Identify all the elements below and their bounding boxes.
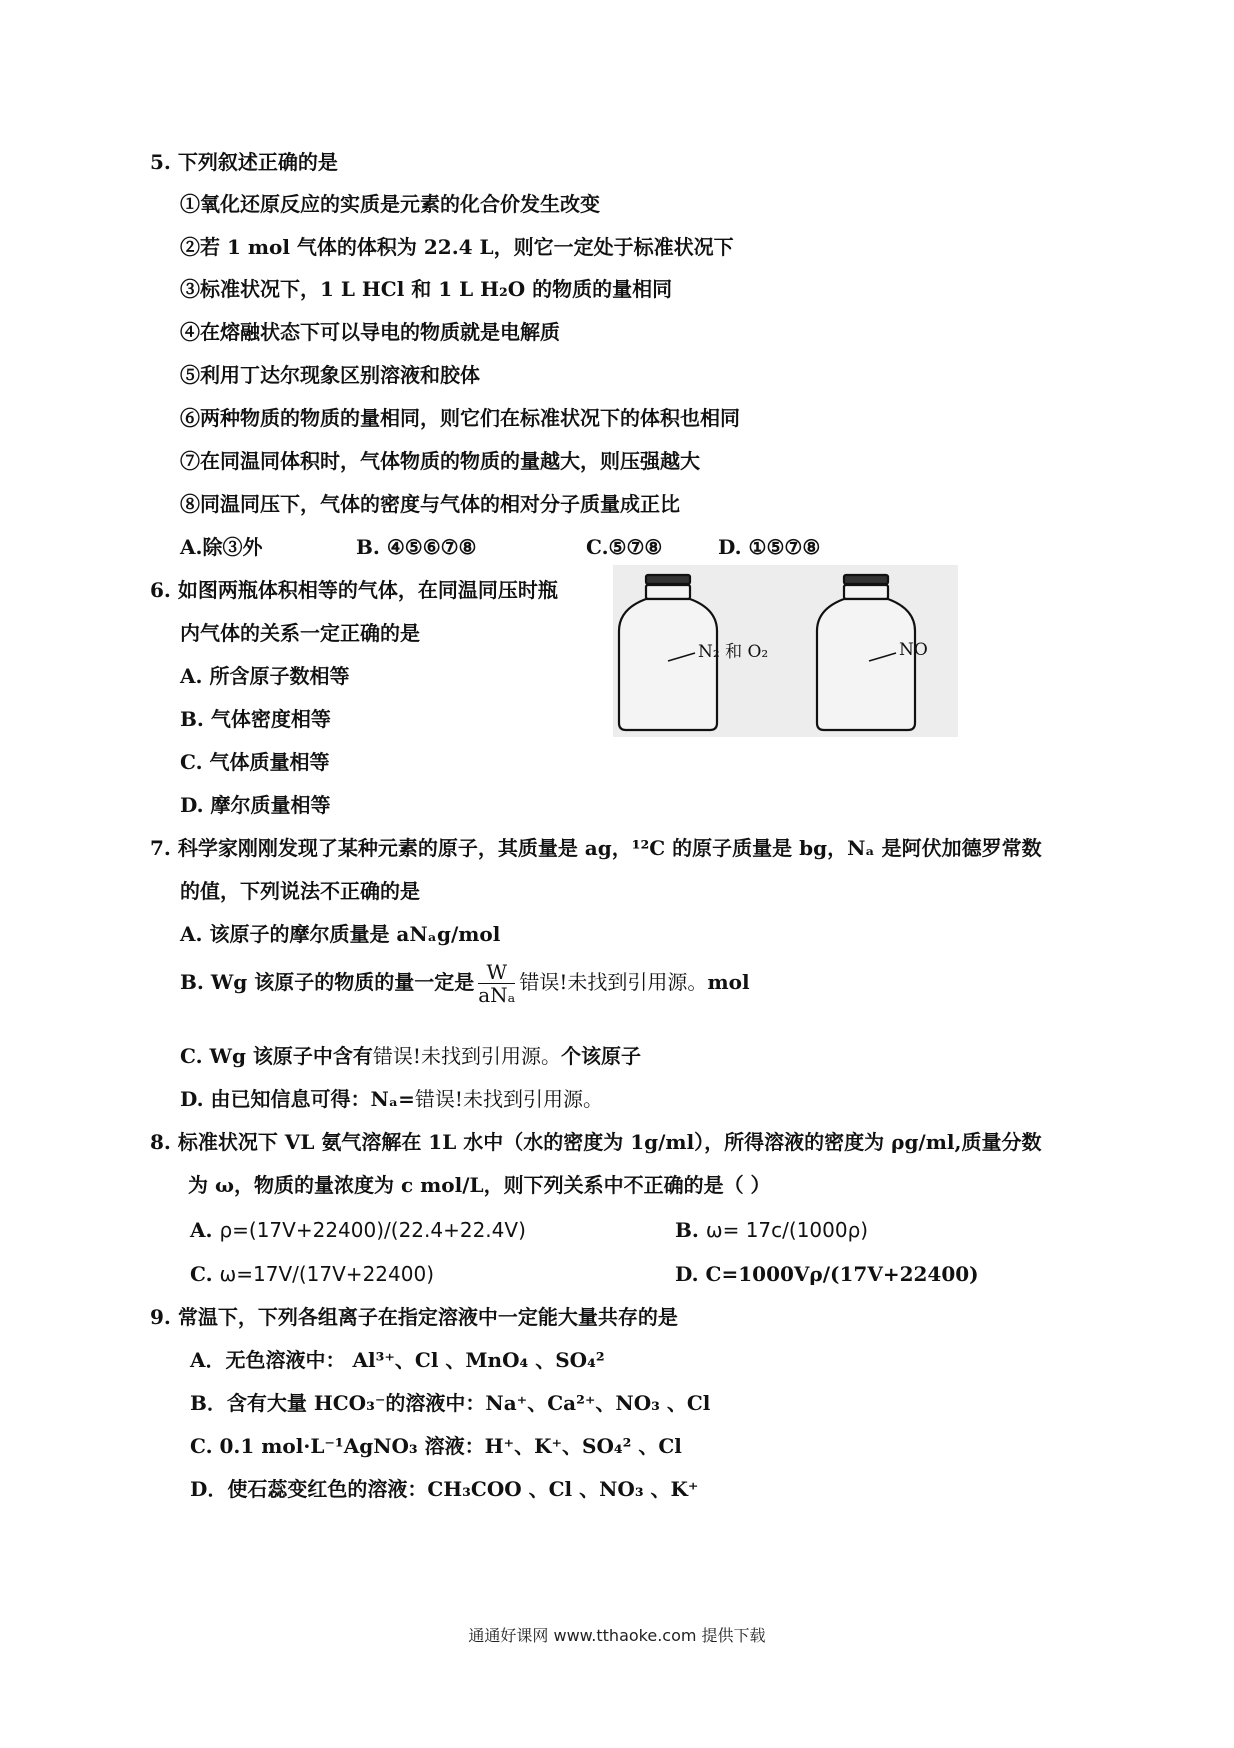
q7-option-c-error: 错误!未找到引用源。 (372, 1044, 561, 1068)
q9-stem: 9. 常温下，下列各组离子在指定溶液中一定能大量共存的是 (150, 1305, 678, 1329)
q7-option-b-unit: mol (707, 970, 750, 994)
q5-item-7: ⑦在同温同体积时，气体物质的物质的量越大，则压强越大 (180, 449, 700, 473)
q6-stem-line2: 内气体的关系一定正确的是 (180, 621, 420, 645)
q6-stem-line1: 6. 如图两瓶体积相等的气体，在同温同压时瓶 (150, 578, 558, 602)
right-bottle-label: NO (899, 640, 928, 660)
q5-item-5: ⑤利用丁达尔现象区别溶液和胶体 (180, 363, 480, 387)
left-bottle-label: N₂ 和 O₂ (698, 642, 769, 662)
q5-option-c: C.⑤⑦⑧ (586, 535, 663, 559)
q7-option-a: A. 该原子的摩尔质量是 aNₐg/mol (180, 922, 501, 946)
q7-option-d (180, 1085, 603, 1113)
q8-option-a-label: A. (190, 1218, 213, 1242)
q8-option-a-formula: ρ=(17V+22400)/(22.4+22.4V) (219, 1218, 526, 1242)
q7-option-b-fraction (478, 961, 515, 1006)
q8-option-a (190, 1216, 526, 1244)
gas-bottles-figure (613, 565, 958, 737)
fraction-numerator: W (478, 961, 515, 984)
q8-option-c-formula: ω=17V/(17V+22400) (219, 1262, 434, 1286)
q8-stem-line1: 8. 标准状况下 VL 氨气溶解在 1L 水中（水的密度为 1g/ml），所得溶液的密度为 ρg/ml,质量分数 (150, 1130, 1042, 1154)
gas-bottles-drawing (613, 565, 958, 737)
q6-option-d: D. 摩尔质量相等 (180, 793, 331, 817)
fraction-denominator: aNₐ (478, 983, 516, 1007)
q5-stem: 5. 下列叙述正确的是 (150, 150, 338, 174)
q7-stem-line1: 7. 科学家刚刚发现了某种元素的原子，其质量是 ag，¹²C 的原子质量是 bg，Nₐ 是阿伏加德罗常数 (150, 836, 1042, 860)
q8-option-c-label: C. (190, 1262, 213, 1286)
q8-option-b-formula: ω= 17c/(1000ρ) (705, 1218, 869, 1242)
q6-option-b: B. 气体密度相等 (180, 707, 331, 731)
q8-option-d: D. C=1000Vρ/(17V+22400) (675, 1262, 979, 1286)
q7-option-c-pre: C. Wg 该原子中含有 (180, 1044, 373, 1068)
q7-option-c (180, 1042, 641, 1070)
q5-item-1: ①氧化还原反应的实质是元素的化合价发生改变 (180, 192, 600, 216)
q5-item-8: ⑧同温同压下，气体的密度与气体的相对分子质量成正比 (180, 492, 680, 516)
q7-option-c-post: 个该原子 (560, 1044, 641, 1068)
q7-option-b-error: 错误!未找到引用源。 (519, 970, 708, 994)
q5-item-3: ③标准状况下，1 L HCl 和 1 L H₂O 的物质的量相同 (180, 277, 673, 301)
q7-stem-line2: 的值，下列说法不正确的是 (180, 879, 420, 903)
q9-option-c: C. 0.1 mol·L⁻¹AgNO₃ 溶液：H⁺、K⁺、SO₄² 、Cl (190, 1434, 682, 1458)
q5-option-a: A.除③外 (180, 535, 263, 559)
q5-option-b: B. ④⑤⑥⑦⑧ (356, 535, 477, 559)
q6-option-a: A. 所含原子数相等 (180, 664, 350, 688)
q9-option-a: A．无色溶液中： Al³⁺、Cl 、MnO₄ 、SO₄² (190, 1348, 605, 1372)
page-footer: 通通好课网 www.tthaoke.com 提供下载 (468, 1626, 766, 1645)
q9-option-b: B．含有大量 HCO₃⁻的溶液中：Na⁺、Ca²⁺、NO₃ 、Cl (190, 1391, 711, 1415)
q8-option-b (675, 1216, 868, 1244)
q8-option-c (190, 1260, 434, 1288)
q8-stem-line2: 为 ω，物质的量浓度为 c mol/L，则下列关系中不正确的是（ ） (188, 1173, 771, 1197)
q9-option-d: D．使石蕊变红色的溶液：CH₃COO 、Cl 、NO₃ 、K⁺ (190, 1477, 699, 1501)
q7-option-d-pre: D. 由已知信息可得：Nₐ= (180, 1087, 415, 1111)
q5-item-6: ⑥两种物质的物质的量相同，则它们在标准状况下的体积也相同 (180, 406, 740, 430)
q6-option-c: C. 气体质量相等 (180, 750, 330, 774)
q5-item-4: ④在熔融状态下可以导电的物质就是电解质 (180, 320, 560, 344)
q7-option-b-pre: B. Wg 该原子的物质的量一定是 (180, 970, 475, 994)
q5-option-d: D. ①⑤⑦⑧ (718, 535, 821, 559)
q5-item-2: ②若 1 mol 气体的体积为 22.4 L，则它一定处于标准状况下 (180, 235, 734, 259)
q7-option-b (180, 960, 750, 1006)
q7-option-d-error: 错误!未找到引用源。 (414, 1087, 603, 1111)
q8-option-b-label: B. (675, 1218, 699, 1242)
